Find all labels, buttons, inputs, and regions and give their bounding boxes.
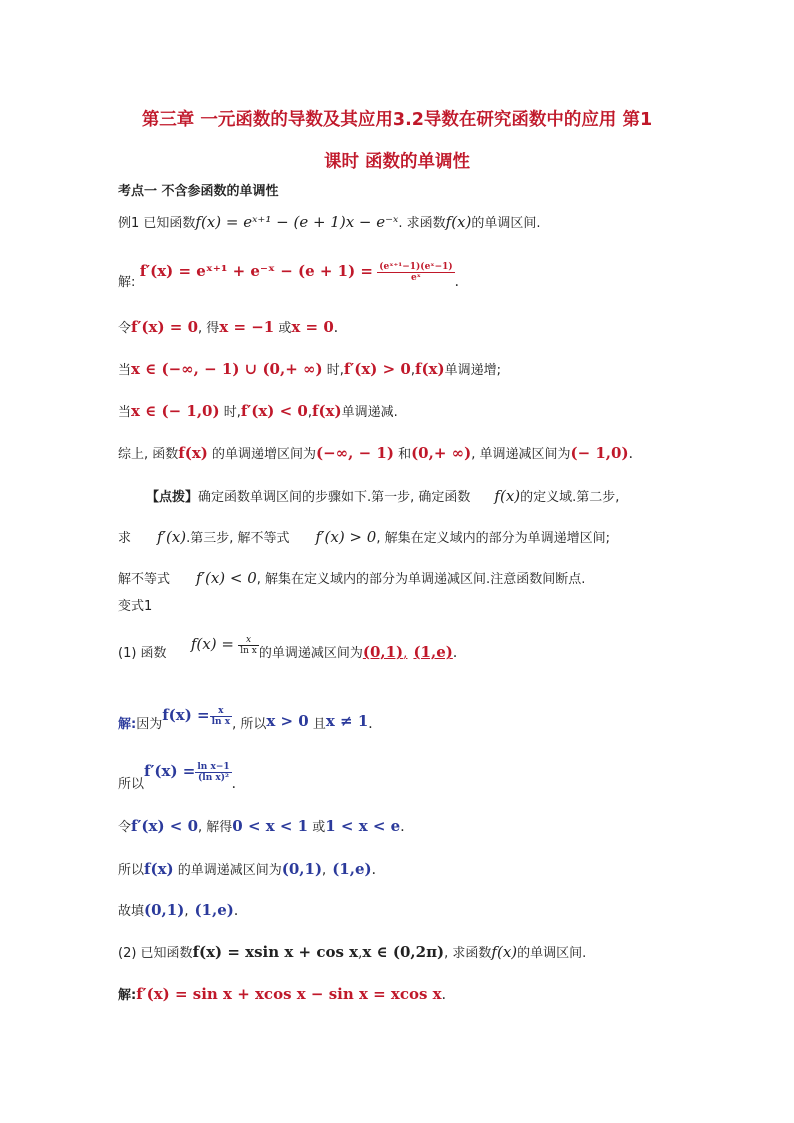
example1-statement: [118, 213, 541, 233]
variant-label: 变式1: [118, 599, 153, 614]
text-segment: ,: [307, 405, 312, 420]
solution1-fraction-numerator: (eˣ⁺¹−1)(eˣ−1): [379, 262, 453, 272]
text-segment: 和: [393, 447, 412, 462]
text-segment: 且: [308, 717, 326, 732]
text-segment: 综上, 函数: [118, 447, 179, 462]
question2-label: (2) 已知函数: [118, 946, 193, 961]
text-segment: 令: [118, 321, 132, 336]
math-derivative-zero: f′(x) = 0: [131, 318, 199, 336]
math-fx: f(x): [494, 487, 521, 505]
text-segment: 的单调递增区间为: [207, 447, 316, 462]
text-segment: , 解集在定义域内的部分为单调递增区间;: [376, 531, 610, 546]
math-interval: (0,1): [144, 901, 185, 919]
question1-solution: [118, 706, 373, 732]
section-heading: 考点一 不含参函数的单调性: [118, 184, 279, 199]
answer-interval: (1,e): [413, 643, 453, 661]
fraction-denominator: ln x: [240, 646, 257, 656]
math-inequality: f′(x) < 0: [131, 817, 199, 835]
question1-label: (1) 函数: [118, 646, 167, 661]
question1-fill: [118, 901, 238, 921]
math-fx: f(x): [144, 860, 174, 878]
math-range: 0 < x < 1: [232, 817, 309, 835]
math-derivative-positive: f′(x) > 0: [343, 360, 411, 378]
question1-derivative: [118, 762, 236, 792]
text-segment: 或: [308, 820, 326, 835]
math-fx: f(x): [178, 444, 208, 462]
step-increasing: [118, 360, 501, 380]
text-segment: ,: [403, 645, 408, 661]
solution1-label: 解:: [118, 275, 136, 290]
text-segment: 所以: [118, 863, 145, 878]
math-root-2: x = 0: [291, 318, 334, 336]
text-segment: .: [371, 862, 376, 878]
text-segment: .: [452, 645, 458, 661]
math-interval: (−∞, − 1): [316, 444, 394, 462]
text-segment: 时,: [322, 363, 344, 378]
text-segment: .: [628, 446, 633, 462]
text-segment: .第三步, 解不等式: [186, 531, 290, 546]
solution1-end: .: [454, 274, 459, 290]
page-title-line1: 第三章 一元函数的导数及其应用3.2导数在研究函数中的应用 第1: [141, 110, 653, 130]
text-segment: ,: [358, 945, 363, 961]
text-segment: 当: [118, 405, 132, 420]
text-segment: 单调递减.: [341, 405, 398, 420]
math-root-1: x = −1: [219, 318, 275, 336]
example1-label: 例1 已知函数: [118, 216, 196, 231]
question1-derivative-fraction: [195, 762, 231, 783]
question1-solution-fraction: [210, 706, 232, 727]
solution-label: 解:: [118, 717, 137, 732]
text-segment: 令: [118, 820, 132, 835]
math-interval: (0,+ ∞): [411, 444, 472, 462]
text-segment: .: [233, 903, 239, 919]
text-segment: 单调递增;: [444, 363, 501, 378]
text-segment: , 解集在定义域内的部分为单调递减区间.注意函数间断点.: [256, 572, 586, 587]
text-segment: 故填: [118, 904, 145, 919]
math-condition: x ≠ 1: [325, 712, 369, 730]
fraction-numerator: ln x−1: [197, 762, 230, 772]
text-segment: ,: [322, 863, 327, 878]
example1-tail: . 求函数: [398, 216, 446, 231]
math-decreasing-interval: x ∈ (− 1,0): [131, 402, 220, 420]
solution1-fraction: [377, 262, 454, 283]
text-segment: 当: [118, 363, 132, 378]
text-segment: 的单调递减区间为: [258, 646, 363, 661]
math-function: f(x) = xsin x + cos x: [192, 943, 359, 961]
fraction-numerator: x: [238, 635, 259, 646]
math-derivative: f′(x): [157, 528, 187, 546]
tip-line-3: [118, 569, 585, 589]
tip-tag: 【点拨】: [146, 490, 199, 505]
math-derivative: f′(x) =: [144, 762, 196, 780]
question1: [118, 635, 458, 664]
math-fx: f(x): [415, 360, 445, 378]
math-interval: (− 1,0): [570, 444, 629, 462]
math-inequality: f′(x) > 0: [315, 528, 377, 546]
math-domain: x ∈ (0,2π): [362, 943, 445, 961]
example1-function: f(x) = eˣ⁺¹ − (e + 1)x − e⁻ˣ: [195, 213, 399, 231]
text-segment: , 单调递减区间为: [471, 447, 571, 462]
text-segment: .: [368, 716, 373, 732]
question1-solve: [118, 817, 405, 837]
text-segment: 或: [274, 321, 292, 336]
example1-tail2: 的单调区间.: [471, 216, 541, 231]
math-inequality: f′(x) < 0: [196, 569, 257, 587]
math-derivative: f′(x) = sin x + xcos x − sin x = xcos x: [136, 985, 442, 1003]
text-segment: 解不等式: [118, 572, 171, 587]
math-fx: f(x): [312, 402, 342, 420]
text-segment: 因为: [136, 717, 163, 732]
fraction-denominator: (ln x)²: [198, 773, 229, 783]
tip-line-2: [118, 528, 610, 548]
math-interval: (1,e): [194, 901, 234, 919]
text-segment: .: [441, 987, 446, 1003]
example1-fx: f(x): [445, 213, 472, 231]
text-segment: .: [333, 320, 339, 336]
text-segment: .: [231, 776, 236, 792]
math-fx: f(x) =: [162, 706, 210, 724]
text-segment: 时,: [219, 405, 241, 420]
math-derivative-negative: f′(x) < 0: [240, 402, 308, 420]
solution1-fraction-denominator: eˣ: [410, 273, 421, 283]
math-fx: f(x) =: [190, 635, 234, 653]
text-segment: 的定义域.第二步,: [520, 490, 620, 505]
fraction-numerator: x: [210, 706, 232, 717]
text-segment: 所以: [118, 777, 145, 792]
math-interval: (0,1): [281, 860, 323, 878]
math-interval: (1,e): [332, 860, 372, 878]
question2: [118, 943, 586, 963]
solution1-expression: f′(x) = eˣ⁺¹ + e⁻ˣ − (e + 1) =: [139, 262, 373, 280]
text-segment: , 解得: [198, 820, 233, 835]
text-segment: ,: [410, 363, 415, 378]
math-fx: f(x): [491, 943, 518, 961]
step-critical-points: [118, 318, 338, 338]
text-segment: ,: [184, 904, 189, 919]
page-title-line2: 课时 函数的单调性: [323, 152, 471, 172]
text-segment: .: [400, 819, 405, 835]
question2-solution: [118, 985, 446, 1005]
solution-label: 解:: [118, 988, 137, 1003]
solution1-derivative: [118, 262, 459, 290]
question1-fraction: [238, 635, 259, 656]
math-condition: x > 0: [266, 712, 309, 730]
text-segment: 的单调区间.: [517, 946, 587, 961]
text-segment: 确定函数单调区间的步骤如下.第一步, 确定函数: [198, 490, 471, 505]
question1-answer-blank: [363, 645, 453, 661]
answer-interval: (0,1): [362, 643, 404, 661]
tip-line-1: [146, 487, 619, 507]
text-segment: , 所以: [232, 717, 267, 732]
text-segment: 的单调递减区间为: [173, 863, 282, 878]
text-segment: , 求函数: [444, 946, 492, 961]
fraction-denominator: ln x: [211, 717, 231, 727]
question1-conclusion: [118, 860, 376, 880]
text-segment: , 得: [198, 321, 220, 336]
text-segment: 求: [118, 531, 132, 546]
summary-line: [118, 444, 633, 464]
math-increasing-interval: x ∈ (−∞, − 1) ∪ (0,+ ∞): [131, 360, 323, 378]
step-decreasing: [118, 402, 398, 422]
math-range: 1 < x < e: [325, 817, 401, 835]
